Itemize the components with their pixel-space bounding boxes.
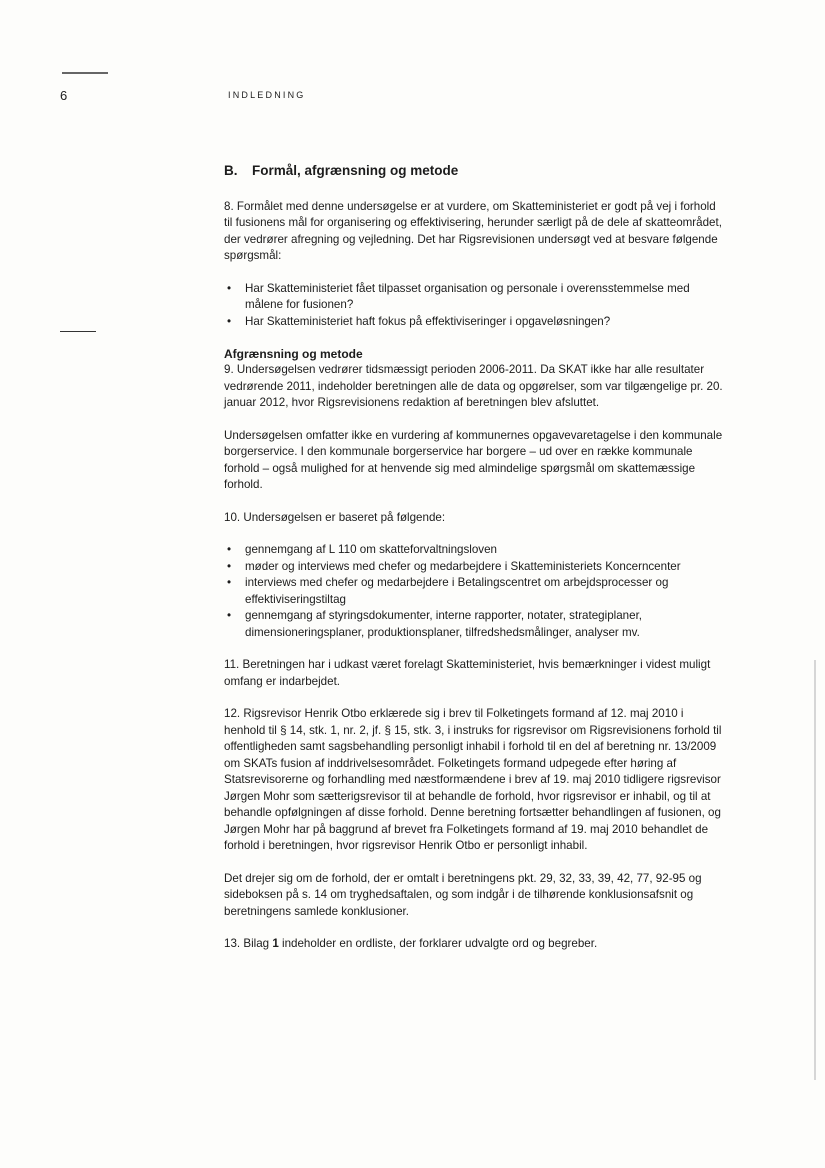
appendix-number: 1 xyxy=(272,937,279,950)
source-item: • gennemgang af styringsdokumenter, interne rapporter, notater, strategiplaner, dimensioneringsplaner, produktionsplaner, tilfredshedsmålinger, analyser mv. xyxy=(245,608,724,641)
paragraph-12: 12. Rigsrevisor Henrik Otbo erklærede sig i brev til Folketingets formand af 12. maj 2010 i henhold til § 14, stk. 1, nr. 2, jf. § 15, stk. 3, i instruks for rigsrevisor om Rigsrevisionens forhold til offentligheden samt sagsbehandling personligt inhabil i forhold til en del af beretning nr. 13/2009 om SKATs fusion af inddrivelsesområdet. Folketingets formand udpegede efter høring af Statsrevisorerne og forhandling med næstformændene i brev af 19. maj 2010 tidligere rigsrevisor Jørgen Mohr som sætterigsrevisor til at behandle de forhold, hvor rigsrevisor er inhabil, og til at behandle opfølgningen af disse forhold. Denne beretning fortsætter behandlingen af fusionen, og Jørgen Mohr har på baggrund af brevet fra Folketingets formand af 19. maj 2010 behandlet de forhold i beretningen, hvor rigsrevisor Henrik Otbo er personligt inhabil. xyxy=(224,707,722,852)
paragraph-9b: Undersøgelsen omfatter ikke en vurdering af kommunernes opgavevaretagelse i den kommunale borgerservice. I den kommunale borgerservice har borgere – ud over en række kommunale forhold – også mulighed for at henvende sig med almindelige spørgsmål om skattemæssige forhold. xyxy=(224,428,723,491)
question-list xyxy=(224,281,724,331)
body-content xyxy=(224,163,724,969)
scan-edge-shadow xyxy=(814,660,816,1080)
paragraph-9: 9. Undersøgelsen vedrører tidsmæssigt perioden 2006-2011. Da SKAT ikke har alle resultater vedrørende 2011, indeholder beretningen alle de data og opgørelser, som var tilgængelige pr. 20. januar 2012, hvor Rigsrevisionens redaktion af beretningen blev afsluttet. xyxy=(224,363,723,409)
paragraph-13-lead: 13. Bilag xyxy=(224,937,273,950)
source-item: • interviews med chefer og medarbejdere i Betalingscentret om arbejdsprocesser og effektiviseringstiltag xyxy=(245,575,724,608)
source-item: • gennemgang af L 110 om skatteforvaltningsloven xyxy=(245,542,724,559)
page-number: 6 xyxy=(60,88,68,103)
paragraph-13 xyxy=(224,936,724,953)
subheading-scope-method: Afgrænsning og metode xyxy=(224,347,363,361)
source-item: • møder og interviews med chefer og medarbejdere i Skatteministeriets Koncerncenter xyxy=(245,559,724,576)
paragraph-13-rest: indeholder en ordliste, der forklarer udvalgte ord og begreber. xyxy=(278,937,598,950)
paragraph-11: 11. Beretningen har i udkast været forelagt Skatteministeriet, hvis bemærkninger i videst muligt omfang er indarbejdet. xyxy=(224,658,711,688)
question-item: • Har Skatteministeriet haft fokus på effektiviseringer i opgaveløsningen? xyxy=(245,314,724,331)
margin-rule xyxy=(60,331,96,332)
paragraph-8: 8. Formålet med denne undersøgelse er at vurdere, om Skatteministeriet er godt på vej i forhold til fusionens mål for organisering og effektivisering, herunder særligt på de dele af skatteområdet, der vedrører afregning og vejledning. Det har Rigsrevisionen undersøgt ved at besvare følgende spørgsmål: xyxy=(224,199,722,262)
paragraph-12b: Det drejer sig om de forhold, der er omtalt i beretningens pkt. 29, 32, 33, 39, 42, 77, 92-95 og sideboksen på s. 14 om tryghedsaftalen, og som indgår i de tilhørende konklusionsafsnit og beretningens samlede konklusioner. xyxy=(224,871,702,918)
scan-artifact-mark xyxy=(62,72,108,74)
section-title xyxy=(224,163,724,180)
section-title-text: Formål, afgrænsning og metode xyxy=(252,163,459,178)
running-head: INDLEDNING xyxy=(228,90,306,100)
question-item: • Har Skatteministeriet fået tilpasset organisation og personale i overensstemmelse med målene for fusionen? xyxy=(245,281,724,314)
paragraph-10: 10. Undersøgelsen er baseret på følgende: xyxy=(224,510,446,524)
section-letter: B. xyxy=(224,163,238,178)
source-list xyxy=(224,542,724,641)
